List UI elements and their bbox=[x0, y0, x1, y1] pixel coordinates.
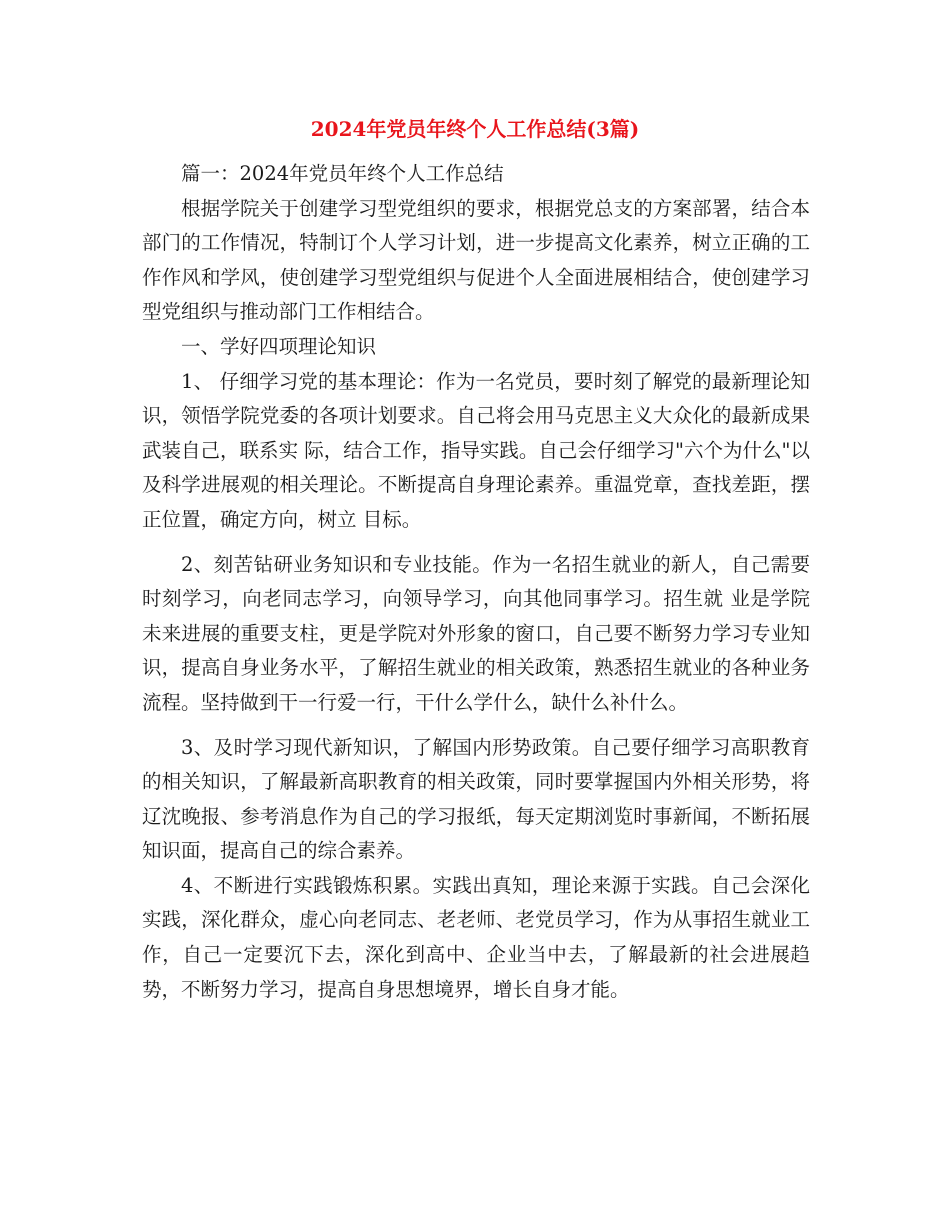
item-paragraph-3: 3、及时学习现代新知识，了解国内形势政策。自己要仔细学习高职教育的相关知识，了解最新高职教育的相关政策，同时要掌握国内外相关形势，将辽沈晚报、参考消息作为自己的学习报纸，每天定期浏览时事新闻，不断拓展知识面，提高自己的综合素养。 bbox=[142, 735, 810, 863]
section-heading: 篇一：2024年党员年终个人工作总结 bbox=[181, 162, 504, 185]
document-title: 2024年党员年终个人工作总结(3篇) bbox=[310, 117, 640, 141]
item-paragraph-4: 4、不断进行实践锻炼积累。实践出真知，理论来源于实践。自己会深化实践，深化群众，虚心向老同志、老老师、老党员学习，作为从事招生就业工作，自己一定要沉下去，深化到高中、企业当中去，了解最新的社会进展趋势，不断努力学习，提高自身思想境界，增长自身才能。 bbox=[142, 873, 810, 1001]
intro-paragraph: 根据学院关于创建学习型党组织的要求，根据党总支的方案部署，结合本部门的工作情况，特制订个人学习计划，进一步提高文化素养，树立正确的工作作风和学风，使创建学习型党组织与促进个人全面进展相结合，使创建学习型党组织与推动部门工作相结合。 bbox=[142, 196, 810, 324]
document-body bbox=[142, 157, 810, 1007]
item-paragraph-2: 2、刻苦钻研业务知识和专业技能。作为一名招生就业的新人，自己需要时刻学习，向老同志学习，向领导学习，向其他同事学习。招生就 业是学院未来进展的重要支柱，更是学院对外形象的窗口，自己要不断努力学习专业知识，提高自身业务水平，了解招生就业的相关政策，熟悉招生就业的各种业务 流程。坚持做到干一行爱一行，干什么学什么，缺什么补什么。 bbox=[142, 552, 810, 714]
subsection-heading: 一、学好四项理论知识 bbox=[181, 334, 377, 358]
item-paragraph-1: 1、 仔细学习党的基本理论：作为一名党员，要时刻了解党的最新理论知识，领悟学院党委的各项计划要求。自己将会用马克思主义大众化的最新成果武装自己，联系实 际，结合工作，指导实践。自己会仔细学习"六个为什么"以及科学进展观的相关理论。不断提高自身理论素养。重温党章，查找差距，摆正位置，确定方向，树立 目标。 bbox=[142, 369, 810, 531]
